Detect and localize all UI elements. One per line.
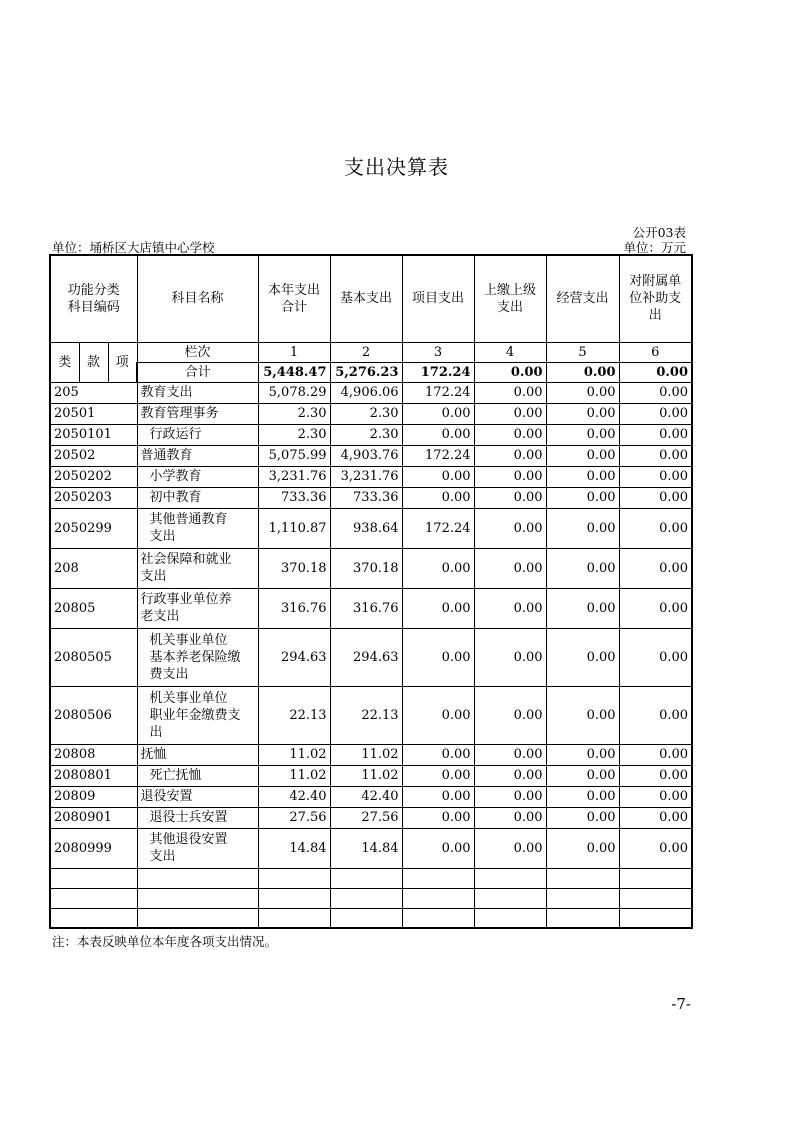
- row-name: 其他普通教育 支出: [137, 508, 258, 548]
- row-name: 死亡抚恤: [137, 765, 258, 786]
- row-code: 20501: [50, 403, 137, 424]
- row-basic: 27.56: [330, 807, 402, 828]
- row-basic: 316.76: [330, 588, 402, 628]
- row-name: 退役安置: [137, 786, 258, 807]
- empty-cell: [330, 888, 402, 908]
- row-basic: 3,231.76: [330, 466, 402, 487]
- row-subsidy: 0.00: [619, 403, 692, 424]
- row-total: 5,075.99: [258, 445, 330, 466]
- row-upper: 0.00: [474, 424, 546, 445]
- row-business: 0.00: [546, 628, 619, 686]
- empty-cell: [50, 908, 137, 928]
- table-row: [50, 424, 692, 445]
- row-project: 0.00: [402, 828, 474, 868]
- row-subsidy: 0.00: [619, 487, 692, 508]
- row-code: 2080999: [50, 828, 137, 868]
- row-subsidy: 0.00: [619, 548, 692, 588]
- empty-cell: [619, 908, 692, 928]
- row-business: 0.00: [546, 588, 619, 628]
- row-name: 退役士兵安置: [137, 807, 258, 828]
- row-subsidy: 0.00: [619, 382, 692, 403]
- row-project: 0.00: [402, 403, 474, 424]
- row-upper: 0.00: [474, 807, 546, 828]
- column-number: 4: [474, 342, 546, 362]
- row-name: 社会保障和就业 支出: [137, 548, 258, 588]
- row-project: 0.00: [402, 487, 474, 508]
- header-xiang: 项: [108, 342, 137, 382]
- empty-cell: [546, 868, 619, 888]
- row-name: 初中教育: [137, 487, 258, 508]
- row-business: 0.00: [546, 686, 619, 744]
- header-upper: 上缴上级 支出: [474, 255, 546, 342]
- row-project: 0.00: [402, 744, 474, 765]
- row-upper: 0.00: [474, 445, 546, 466]
- row-code: 20808: [50, 744, 137, 765]
- table-row: [50, 744, 692, 765]
- empty-cell: [50, 868, 137, 888]
- table-row: [50, 765, 692, 786]
- row-basic: 4,906.06: [330, 382, 402, 403]
- empty-row: [50, 888, 692, 908]
- row-upper: 0.00: [474, 403, 546, 424]
- table-row: [50, 628, 692, 686]
- row-total: 27.56: [258, 807, 330, 828]
- row-business: 0.00: [546, 744, 619, 765]
- header-lanci: 栏次: [137, 342, 258, 362]
- row-total: 2.30: [258, 424, 330, 445]
- row-total: 11.02: [258, 744, 330, 765]
- row-code: 20805: [50, 588, 137, 628]
- row-total: 370.18: [258, 548, 330, 588]
- row-subsidy: 0.00: [619, 686, 692, 744]
- row-code: 205: [50, 382, 137, 403]
- row-total: 2.30: [258, 403, 330, 424]
- row-upper: 0.00: [474, 466, 546, 487]
- row-project: 0.00: [402, 466, 474, 487]
- currency-unit: 单位：万元: [623, 240, 686, 255]
- row-name: 机关事业单位 基本养老保险缴 费支出: [137, 628, 258, 686]
- column-number: 6: [619, 342, 692, 362]
- row-subsidy: 0.00: [619, 424, 692, 445]
- column-number: 2: [330, 342, 402, 362]
- row-code: 20502: [50, 445, 137, 466]
- row-subsidy: 0.00: [619, 445, 692, 466]
- empty-cell: [402, 908, 474, 928]
- row-business: 0.00: [546, 445, 619, 466]
- row-project: 0.00: [402, 686, 474, 744]
- row-basic: 2.30: [330, 424, 402, 445]
- row-business: 0.00: [546, 548, 619, 588]
- row-code: 2050202: [50, 466, 137, 487]
- expenditure-table: [49, 254, 693, 929]
- header-subsidy: 对附属单 位补助支 出: [619, 255, 692, 342]
- row-total: 1,110.87: [258, 508, 330, 548]
- empty-row: [50, 908, 692, 928]
- row-basic: 11.02: [330, 765, 402, 786]
- column-number: 5: [546, 342, 619, 362]
- row-basic: 733.36: [330, 487, 402, 508]
- row-business: 0.00: [546, 466, 619, 487]
- empty-cell: [402, 868, 474, 888]
- row-project: 0.00: [402, 786, 474, 807]
- header-business: 经营支出: [546, 255, 619, 342]
- table-row: [50, 786, 692, 807]
- totals-subsidy: 0.00: [619, 362, 692, 382]
- row-business: 0.00: [546, 382, 619, 403]
- row-subsidy: 0.00: [619, 786, 692, 807]
- row-business: 0.00: [546, 403, 619, 424]
- row-code: 2080901: [50, 807, 137, 828]
- row-basic: 14.84: [330, 828, 402, 868]
- reporting-unit: 单位：埇桥区大店镇中心学校: [52, 240, 215, 255]
- row-subsidy: 0.00: [619, 588, 692, 628]
- row-business: 0.00: [546, 807, 619, 828]
- row-business: 0.00: [546, 508, 619, 548]
- row-total: 5,078.29: [258, 382, 330, 403]
- header-kuan: 款: [79, 342, 108, 382]
- row-project: 0.00: [402, 628, 474, 686]
- table-header-row: [50, 255, 692, 342]
- header-code: 功能分类 科目编码: [50, 255, 137, 342]
- row-code: 2050101: [50, 424, 137, 445]
- row-project: 172.24: [402, 382, 474, 403]
- row-code: 2050203: [50, 487, 137, 508]
- table-row: [50, 508, 692, 548]
- table-row: [50, 403, 692, 424]
- row-basic: 4,903.76: [330, 445, 402, 466]
- row-upper: 0.00: [474, 686, 546, 744]
- form-number: 公开03表: [632, 225, 686, 240]
- empty-cell: [619, 888, 692, 908]
- row-subsidy: 0.00: [619, 744, 692, 765]
- row-upper: 0.00: [474, 588, 546, 628]
- row-subsidy: 0.00: [619, 466, 692, 487]
- row-basic: 938.64: [330, 508, 402, 548]
- row-project: 0.00: [402, 588, 474, 628]
- column-number: 3: [402, 342, 474, 362]
- row-business: 0.00: [546, 828, 619, 868]
- empty-cell: [474, 868, 546, 888]
- table-row: [50, 466, 692, 487]
- row-total: 733.36: [258, 487, 330, 508]
- empty-row: [50, 868, 692, 888]
- empty-cell: [137, 888, 258, 908]
- row-name: 普通教育: [137, 445, 258, 466]
- row-business: 0.00: [546, 765, 619, 786]
- row-basic: 294.63: [330, 628, 402, 686]
- row-code: 20809: [50, 786, 137, 807]
- table-row: [50, 686, 692, 744]
- page-number: -7-: [671, 995, 691, 1013]
- row-code: 2050299: [50, 508, 137, 548]
- row-upper: 0.00: [474, 744, 546, 765]
- row-project: 0.00: [402, 765, 474, 786]
- empty-cell: [474, 908, 546, 928]
- row-basic: 2.30: [330, 403, 402, 424]
- table-row: [50, 807, 692, 828]
- row-code: 2080801: [50, 765, 137, 786]
- row-project: 0.00: [402, 548, 474, 588]
- row-code: 2080506: [50, 686, 137, 744]
- row-subsidy: 0.00: [619, 828, 692, 868]
- row-basic: 370.18: [330, 548, 402, 588]
- row-upper: 0.00: [474, 628, 546, 686]
- row-name: 机关事业单位 职业年金缴费支 出: [137, 686, 258, 744]
- table-row: [50, 445, 692, 466]
- row-subsidy: 0.00: [619, 628, 692, 686]
- empty-cell: [137, 868, 258, 888]
- totals-row: [50, 362, 692, 382]
- column-index-row: [50, 342, 692, 362]
- row-subsidy: 0.00: [619, 508, 692, 548]
- row-total: 14.84: [258, 828, 330, 868]
- row-upper: 0.00: [474, 382, 546, 403]
- header-name: 科目名称: [137, 255, 258, 342]
- row-project: 172.24: [402, 508, 474, 548]
- column-number: 1: [258, 342, 330, 362]
- row-total: 22.13: [258, 686, 330, 744]
- empty-cell: [619, 868, 692, 888]
- table-row: [50, 588, 692, 628]
- row-name: 教育管理事务: [137, 403, 258, 424]
- footnote: 注：本表反映单位本年度各项支出情况。: [52, 934, 278, 949]
- row-name: 其他退役安置 支出: [137, 828, 258, 868]
- empty-cell: [258, 908, 330, 928]
- empty-cell: [330, 908, 402, 928]
- empty-cell: [330, 868, 402, 888]
- row-upper: 0.00: [474, 828, 546, 868]
- header-total: 本年支出 合计: [258, 255, 330, 342]
- row-basic: 22.13: [330, 686, 402, 744]
- row-name: 抚恤: [137, 744, 258, 765]
- empty-cell: [50, 888, 137, 908]
- row-code: 208: [50, 548, 137, 588]
- row-name: 小学教育: [137, 466, 258, 487]
- empty-cell: [546, 908, 619, 928]
- empty-cell: [258, 868, 330, 888]
- row-business: 0.00: [546, 424, 619, 445]
- row-total: 11.02: [258, 765, 330, 786]
- row-upper: 0.00: [474, 508, 546, 548]
- row-project: 0.00: [402, 424, 474, 445]
- header-project: 项目支出: [402, 255, 474, 342]
- header-lei: 类: [50, 342, 79, 382]
- row-total: 42.40: [258, 786, 330, 807]
- row-total: 316.76: [258, 588, 330, 628]
- row-name: 行政运行: [137, 424, 258, 445]
- row-project: 0.00: [402, 807, 474, 828]
- empty-cell: [474, 888, 546, 908]
- empty-cell: [258, 888, 330, 908]
- totals-basic: 5,276.23: [330, 362, 402, 382]
- table-row: [50, 382, 692, 403]
- row-project: 172.24: [402, 445, 474, 466]
- row-subsidy: 0.00: [619, 765, 692, 786]
- empty-cell: [137, 908, 258, 928]
- totals-upper: 0.00: [474, 362, 546, 382]
- header-basic: 基本支出: [330, 255, 402, 342]
- row-name: 行政事业单位养 老支出: [137, 588, 258, 628]
- row-business: 0.00: [546, 786, 619, 807]
- totals-business: 0.00: [546, 362, 619, 382]
- table-row: [50, 828, 692, 868]
- row-total: 3,231.76: [258, 466, 330, 487]
- row-upper: 0.00: [474, 487, 546, 508]
- row-upper: 0.00: [474, 765, 546, 786]
- empty-cell: [402, 888, 474, 908]
- row-subsidy: 0.00: [619, 807, 692, 828]
- empty-cell: [546, 888, 619, 908]
- totals-total: 5,448.47: [258, 362, 330, 382]
- row-name: 教育支出: [137, 382, 258, 403]
- row-upper: 0.00: [474, 786, 546, 807]
- totals-label: 合计: [137, 362, 258, 382]
- row-basic: 11.02: [330, 744, 402, 765]
- totals-project: 172.24: [402, 362, 474, 382]
- row-basic: 42.40: [330, 786, 402, 807]
- row-upper: 0.00: [474, 548, 546, 588]
- row-code: 2080505: [50, 628, 137, 686]
- table-row: [50, 548, 692, 588]
- table-row: [50, 487, 692, 508]
- page-title: 支出决算表: [344, 155, 449, 179]
- row-business: 0.00: [546, 487, 619, 508]
- row-total: 294.63: [258, 628, 330, 686]
